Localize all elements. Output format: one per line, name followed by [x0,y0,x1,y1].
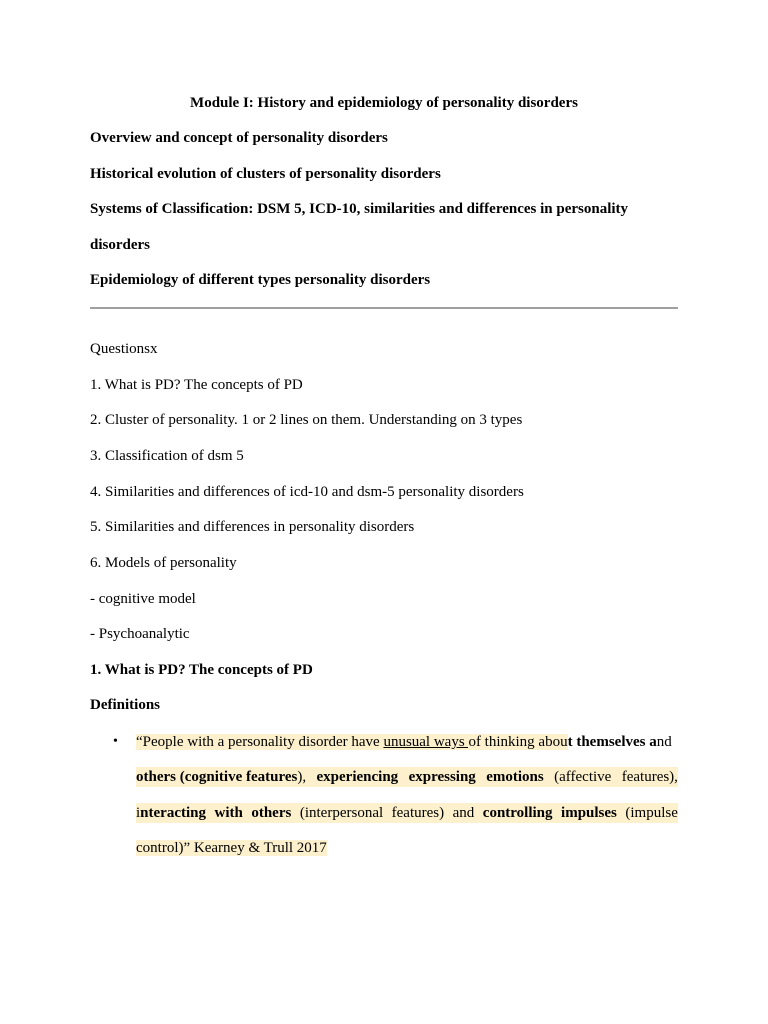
definition-bold-word: expressing [408,769,476,785]
definition-line-2 [136,767,678,787]
definition-bold-text: t themselves a [567,734,657,750]
definition-bold-word: controlling [482,805,553,821]
definition-line-4 [136,838,678,858]
definition-word: features), [621,769,678,785]
definition-word: (affective [554,769,612,785]
definition-word-group [136,767,306,787]
definition-word-group [136,803,206,823]
definition-text: nd [656,734,672,750]
definition-word: and [452,805,475,821]
questions-heading: Questionsx [90,341,158,357]
section-heading: 1. What is PD? The concepts of PD [90,662,313,678]
question-item: 4. Similarities and differences of icd-10 and dsm-5 personality disorders [90,484,524,500]
definition-word: features) [391,805,445,821]
question-item: 3. Classification of dsm 5 [90,448,244,464]
definition-text: of thinking abou [468,734,568,750]
definition-word: (impulse [625,805,678,821]
question-subitem: - cognitive model [90,591,196,607]
question-item: 5. Similarities and differences in personality disorders [90,519,415,535]
bullet-marker: • [113,734,118,749]
question-item: 2. Cluster of personality. 1 or 2 lines on them. Understanding on 3 types [90,412,523,428]
definition-bold-word: experiencing [316,769,399,785]
topic-overview: Overview and concept of personality disorders [90,130,388,146]
question-item: 6. Models of personality [90,555,237,571]
definition-word: (interpersonal [299,805,384,821]
definition-underlined-text: unusual ways [383,734,469,750]
topic-classification: Systems of Classification: DSM 5, ICD-10, similarities and differences in personality [90,201,629,217]
definition-bold-text: nteracting [140,805,206,821]
definition-bold-word: emotions [486,769,544,785]
definition-bold-word: others [251,805,292,821]
definitions-subheading: Definitions [90,697,161,713]
horizontal-divider [90,307,678,309]
topic-epidemiology: Epidemiology of different types personality disorders [90,272,431,288]
module-title: Module I: History and epidemiology of personality disorders [190,95,578,111]
definition-text: ), [297,769,307,785]
definition-text: i [136,805,141,821]
definition-bold-word: with [214,805,243,821]
topic-historical-evolution: Historical evolution of clusters of personality disorders [90,166,441,182]
definition-text: “People with a personality disorder have [136,734,384,750]
definition-bold-word: impulses [561,805,617,821]
topic-classification-continued: disorders [90,237,150,253]
definition-bold-text: others (cognitive features [136,769,298,785]
question-item: 1. What is PD? The concepts of PD [90,377,303,393]
question-subitem: - Psychoanalytic [90,626,190,642]
definition-line-3 [136,803,678,823]
definition-citation: control)” Kearney & Trull 2017 [136,840,327,856]
definition-line-1 [136,732,678,752]
